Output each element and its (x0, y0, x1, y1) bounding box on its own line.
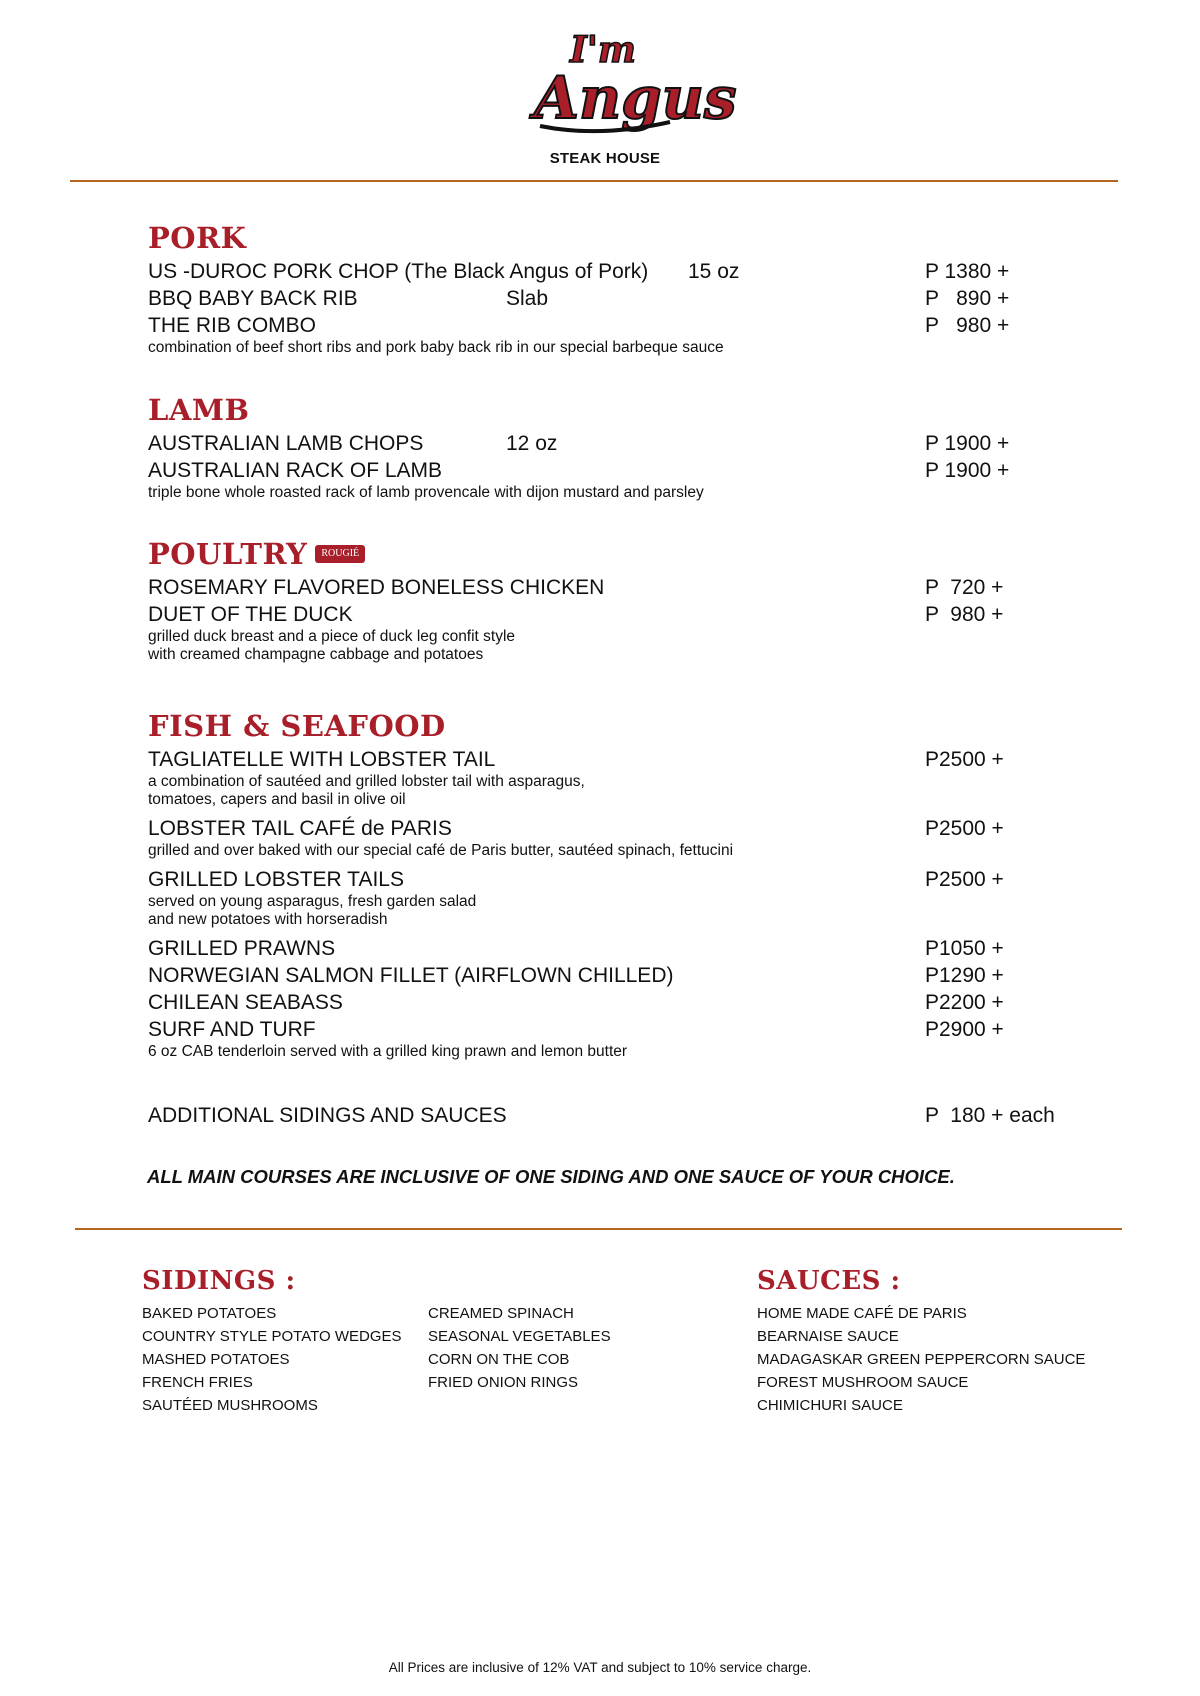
item-price: P1050 + (925, 937, 1004, 960)
seafood-section (148, 710, 1078, 1061)
item-description: grilled and over baked with our special café de Paris butter, sautéed spinach, fettucini (148, 842, 734, 859)
item-name: AUSTRALIAN RACK OF LAMB (148, 459, 443, 482)
section-title-poultry-text: POULTRY (148, 537, 308, 571)
menu-item (148, 312, 1078, 339)
section-title-seafood: FISH & SEAFOOD (148, 709, 446, 743)
menu-item (148, 574, 1078, 601)
list-item: FRENCH FRIES (142, 1374, 253, 1391)
item-price: P2500 + (925, 817, 1004, 840)
item-description: and new potatoes with horseradish (148, 911, 388, 928)
item-name: BBQ BABY BACK RIB (148, 287, 358, 310)
item-name: NORWEGIAN SALMON FILLET (AIRFLOWN CHILLED) (148, 964, 674, 987)
rougie-badge: ROUGIÉ (315, 545, 365, 563)
footer-note: All Prices are inclusive of 12% VAT and subject to 10% service charge. (388, 1660, 812, 1675)
item-name: TAGLIATELLE WITH LOBSTER TAIL (148, 748, 496, 771)
item-name: GRILLED PRAWNS (148, 937, 336, 960)
item-name: THE RIB COMBO (148, 314, 317, 337)
top-divider (70, 180, 1118, 182)
menu-item (148, 746, 1078, 773)
item-price: P1290 + (925, 964, 1004, 987)
item-name: CHILEAN SEABASS (148, 991, 343, 1014)
list-item: FOREST MUSHROOM SAUCE (757, 1374, 969, 1391)
sidings-list-col2 (428, 1302, 611, 1394)
svg-text:I'm: I'm (570, 29, 636, 71)
poultry-section (148, 538, 1078, 664)
section-title-lamb: LAMB (148, 393, 250, 427)
item-price: P2900 + (925, 1018, 1004, 1041)
list-item: CORN ON THE COB (428, 1351, 570, 1368)
item-description: combination of beef short ribs and pork baby back rib in our special barbeque sauce (148, 339, 724, 356)
im-angus-logo-mark (520, 26, 737, 146)
item-description: served on young asparagus, fresh garden salad (148, 893, 477, 910)
menu-item (148, 815, 1078, 842)
item-description: grilled duck breast and a piece of duck leg confit style (148, 628, 516, 645)
list-item: COUNTRY STYLE POTATO WEDGES (142, 1328, 402, 1345)
menu-item (148, 1102, 1078, 1129)
item-price: P 720 + (925, 576, 1004, 599)
item-portion: 12 oz (506, 432, 558, 455)
pork-section (148, 222, 1078, 357)
menu-item (148, 430, 1078, 457)
list-item: CHIMICHURI SAUCE (757, 1397, 903, 1414)
menu-item (148, 989, 1078, 1016)
list-item: SEASONAL VEGETABLES (428, 1328, 611, 1345)
item-description: 6 oz CAB tenderloin served with a grilled king prawn and lemon butter (148, 1043, 628, 1060)
menu-item (148, 962, 1078, 989)
item-name: SURF AND TURF (148, 1018, 316, 1041)
main-course-note: ALL MAIN COURSES ARE INCLUSIVE OF ONE SIDING AND ONE SAUCE OF YOUR CHOICE. (147, 1166, 955, 1187)
list-item: MADAGASKAR GREEN PEPPERCORN SAUCE (757, 1351, 1086, 1368)
list-item: BEARNAISE SAUCE (757, 1328, 899, 1345)
item-price: P 980 + (925, 603, 1004, 626)
item-price: P 180 + each (925, 1104, 1055, 1127)
item-name: US -DUROC PORK CHOP (The Black Angus of Pork) (148, 260, 649, 283)
menu-item (148, 1016, 1078, 1043)
list-item: HOME MADE CAFÉ DE PARIS (757, 1305, 967, 1322)
item-name: ROSEMARY FLAVORED BONELESS CHICKEN (148, 576, 605, 599)
list-item: MASHED POTATOES (142, 1351, 290, 1368)
item-price: P 890 + (925, 287, 1010, 310)
item-price: P2500 + (925, 868, 1004, 891)
item-description: tomatoes, capers and basil in olive oil (148, 791, 406, 808)
list-item: SAUTÉED MUSHROOMS (142, 1397, 318, 1414)
list-item: CREAMED SPINACH (428, 1305, 574, 1322)
item-description: a combination of sautéed and grilled lobster tail with asparagus, (148, 773, 585, 790)
menu-item (148, 866, 1078, 893)
sauces-list (757, 1302, 1085, 1417)
sauces-title: SAUCES : (757, 1266, 901, 1296)
list-item: FRIED ONION RINGS (428, 1374, 579, 1391)
section-title-poultry (148, 538, 1078, 570)
list-item: BAKED POTATOES (142, 1305, 277, 1322)
restaurant-logo (520, 26, 737, 172)
item-price: P 1900 + (925, 432, 1010, 455)
item-name: LOBSTER TAIL CAFÉ de PARIS (148, 817, 452, 840)
item-price: P 1900 + (925, 459, 1010, 482)
item-price: P2500 + (925, 748, 1004, 771)
item-name: DUET OF THE DUCK (148, 603, 353, 626)
item-description: triple bone whole roasted rack of lamb provencale with dijon mustard and parsley (148, 484, 704, 501)
menu-item (148, 285, 1078, 312)
item-price: P 1380 + (925, 260, 1010, 283)
menu-item (148, 935, 1078, 962)
item-portion: 15 oz (688, 260, 740, 283)
item-description: with creamed champagne cabbage and potatoes (148, 646, 484, 663)
sidings-title: SIDINGS : (142, 1266, 296, 1296)
item-name: GRILLED LOBSTER TAILS (148, 868, 404, 891)
item-price: P 980 + (925, 314, 1010, 337)
menu-item (148, 601, 1078, 628)
item-name: ADDITIONAL SIDINGS AND SAUCES (148, 1104, 507, 1127)
menu-item (148, 457, 1078, 484)
item-name: AUSTRALIAN LAMB CHOPS (148, 432, 424, 455)
middle-divider (75, 1228, 1122, 1230)
lamb-section (148, 394, 1078, 502)
item-price: P2200 + (925, 991, 1004, 1014)
item-portion: Slab (506, 287, 549, 310)
sidings-list-col1 (142, 1302, 402, 1417)
svg-text:Angus: Angus (534, 64, 737, 132)
section-title-pork: PORK (148, 221, 247, 255)
additional-section (148, 1102, 1078, 1129)
logo-subtitle: STEAK HOUSE (549, 150, 661, 167)
menu-item (148, 258, 1078, 285)
